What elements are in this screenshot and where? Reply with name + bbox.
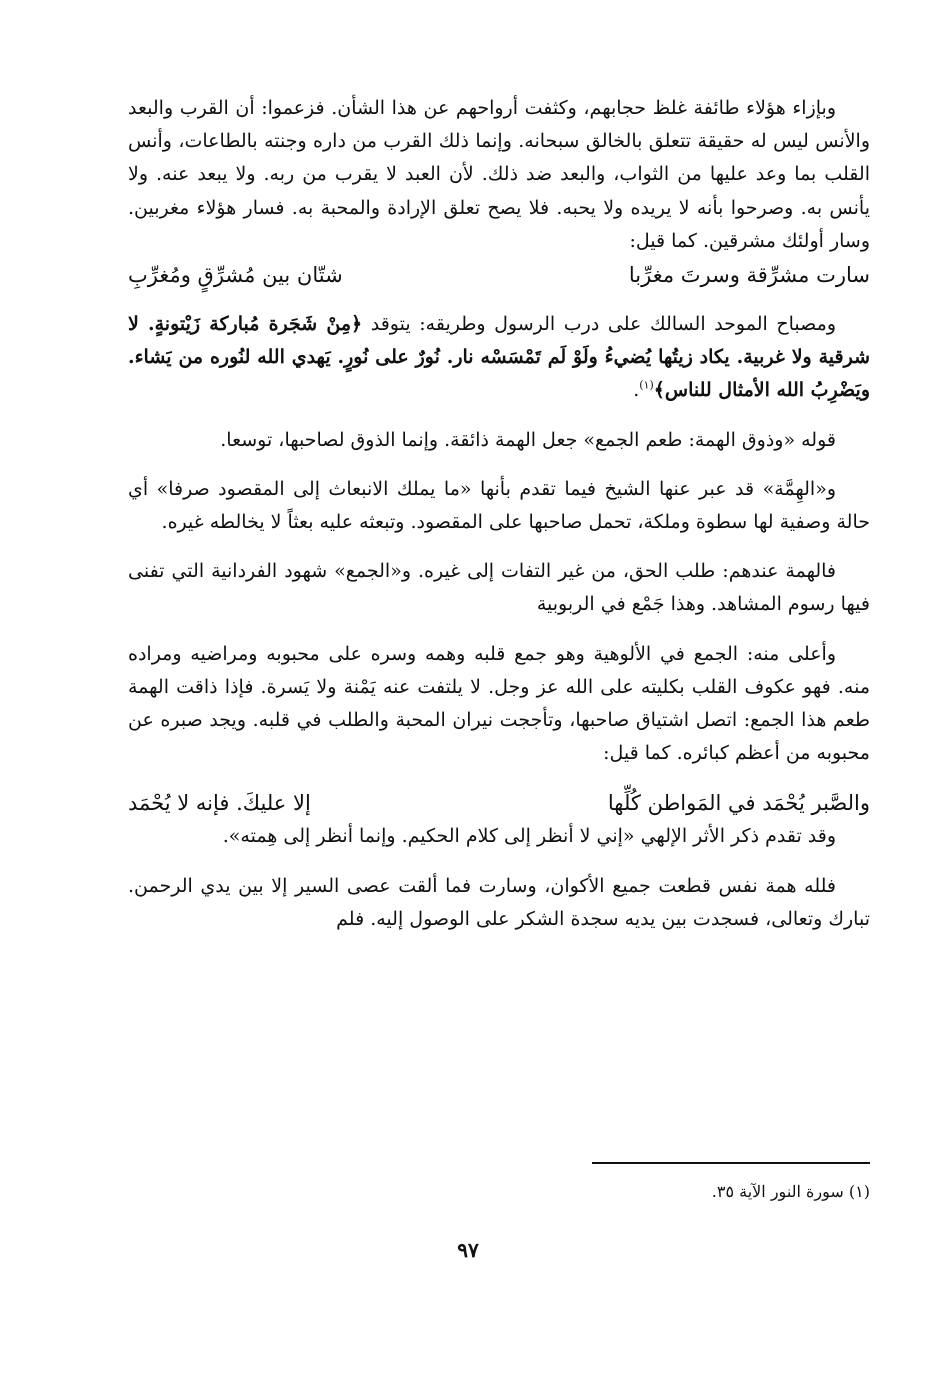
paragraph-8: فلله همة نفس قطعت جميع الأكوان، وسارت فما ألقت عصى السير إلا بين يدي الرحمن. تبارك وتعالى، فسجدت بين يديه سجدة الشكر على الوصول إليه. فلم (128, 874, 870, 930)
verse-1-first-hemistich: سارت مشرِّقة وسرتَ مغرِّبا (628, 263, 870, 288)
paragraph-4: و«الهِمَّة» قد عبر عنها الشيخ فيما تقدم بأنها «ما يملك الانبعاث إلى المقصود صرفا» أي حالة وصفية لها سطوة وملكة، تحمل صاحبها على المقصود. وتبعثه عليه بعثاً لا يخالطه غيره. (128, 477, 870, 534)
paragraph-6: وأعلى منه: الجمع في الألوهية وهو جمع قلبه وهمه وسره على محبوبه ومراضيه ومراده منه. فهو عكوف القلب بكليته على الله عز وجل. لا يلتفت عنه يَمْنة ولا يَسرة. فإذا ذاقت الهمة طعم هذا الجمع: اتصل اشتياق صاحبها، وتأججت نيران المحبة والطلب في قلبه. ويجد صبره عن محبوبه من أعظم كبائره. كما قيل: (128, 642, 870, 765)
paragraph-1: وبإزاء هؤلاء طائفة غلظ حجابهم، وكثفت أرواحهم عن هذا الشأن. فزعموا: أن القرب والبعد والأنس ليس له حقيقة تتعلق بالخالق سبحانه. وإنما ذلك القرب من داره وجنته بالطاعات، وأنس القلب بما وعد عليها من الثواب، والبعد ضد ذلك. لأن العبد لا يقرب من ربه. ولا يبعد عنه. ولا يأنس به. وصرحوا بأنه لا يريده ولا يحبه. فلا يصح تعلق الإرادة والمحبة به. فسار هؤلاء مغربين. وسار أولئك مشرقين. كما قيل: (128, 97, 870, 252)
footnote: (١) سورة النور الآية ٣٥. (711, 1182, 870, 1201)
verse-2-first-hemistich: والصَّبر يُحْمَد في المَواطن كُلِّها (607, 791, 870, 816)
verse-1-second-hemistich: شتّان بين مُشرِّقٍ ومُغرِّبِ (128, 263, 343, 288)
verse-2-second-hemistich: إلا عليكَ. فإنه لا يُحْمَد (128, 791, 311, 816)
quran-verse: ﴿مِنْ شَجَرة مُباركة زَيْتونةٍ. لا شرقية ولا غربية. يكاد زيتُها يُضيءُ ولَوْ لَم تَمْسَسْه نار. نُورٌ على نُورٍ. يَهدي الله لنُوره من يَشاء. ويَضْرِبُ الله الأمثال للناس﴾ (128, 313, 870, 402)
paragraph-5: فالهمة عندهم: طلب الحق، من غير التفات إلى غيره. و«الجمع» شهود الفردانية التي تفنى فيها رسوم المشاهد. وهذا جَمْع في الربوبية (128, 560, 870, 616)
paragraph-2-intro: ومصباح الموحد السالك على درب الرسول وطريقه: يتوقد (370, 313, 836, 336)
paragraph-3: قوله «وذوق الهمة: طعم الجمع» جعل الهمة ذائقة. وإنما الذوق لصاحبها، توسعا. (220, 428, 836, 451)
paragraph-7: وقد تقدم ذكر الأثر الإلهي «إني لا أنظر إلى كلام الحكيم. وإنما أنظر إلى هِمته». (222, 825, 836, 848)
poetry-verse-2 (128, 786, 870, 820)
paragraph-2 (128, 308, 870, 408)
page-number: ٩٧ (457, 1238, 479, 1262)
footnote-separator (592, 1162, 870, 1164)
poetry-verse-1 (128, 258, 870, 292)
paragraph-2-end: . (633, 379, 640, 402)
main-text (128, 92, 870, 936)
footnote-reference: (١) (639, 379, 654, 393)
